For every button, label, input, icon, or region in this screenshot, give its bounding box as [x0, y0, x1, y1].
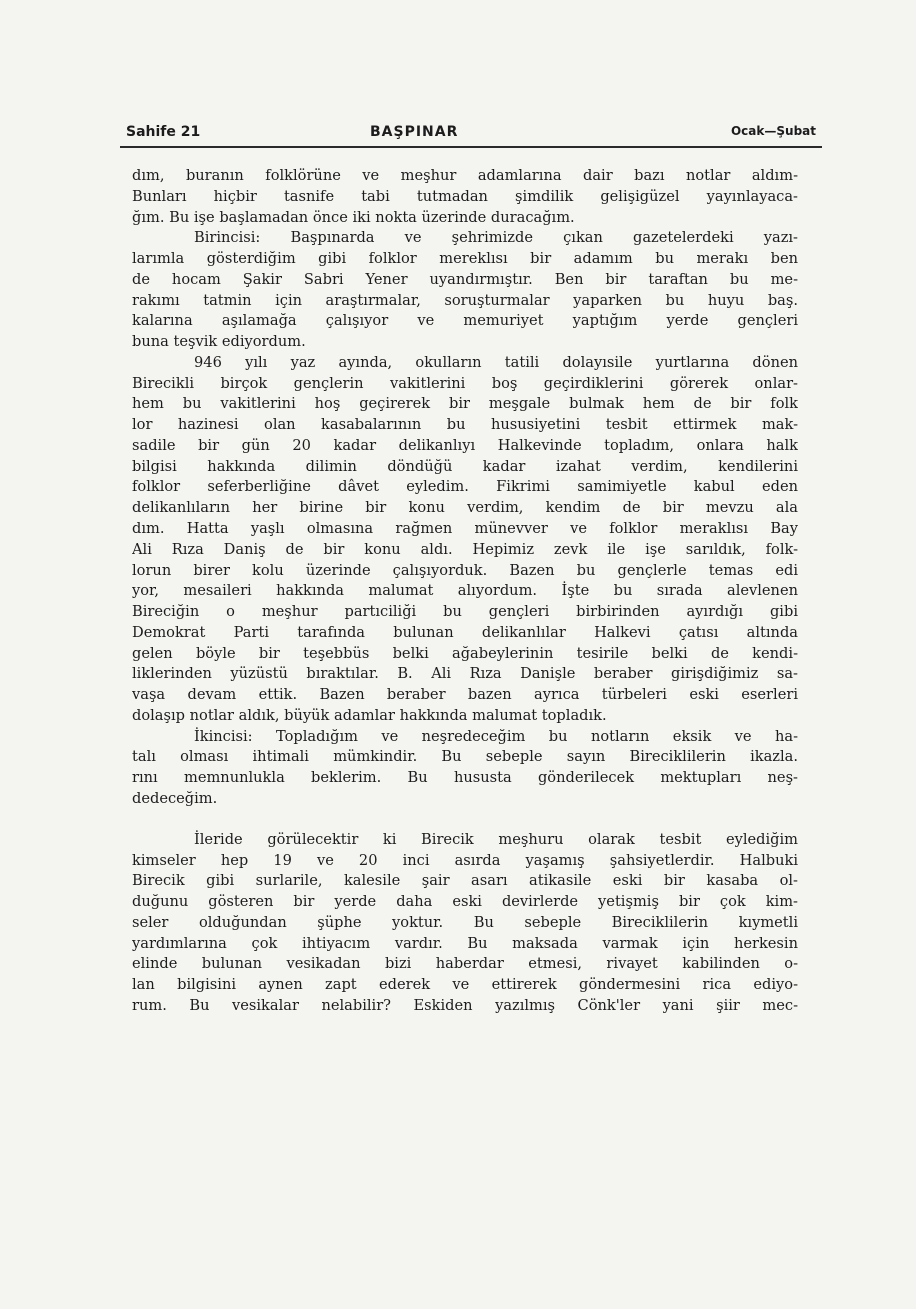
- text-line: sadile bir gün 20 kadar delikanlıyı Halkevinde topladım, onlara halk: [132, 436, 798, 454]
- text-line: elinde bulunan vesikadan bizi haberdar etmesi, rivayet kabilinden o-: [132, 955, 798, 973]
- text-line: kimseler hep 19 ve 20 inci asırda yaşamış şahsiyetlerdir. Halbuki: [132, 851, 798, 869]
- text-line: dolaşıp notlar aldık, büyük adamlar hakkında malumat topladık.: [132, 706, 607, 724]
- text-line: rum. Bu vesikalar nelabilir? Eskiden yazılmış Cönk'ler yani şiir mec-: [132, 996, 798, 1014]
- text-line: vaşa devam ettik. Bazen beraber bazen ayrıca türbeleri eski eserleri: [132, 686, 798, 704]
- text-line: dım. Hatta yaşlı olmasına rağmen münevver ve folklor meraklısı Bay: [132, 520, 798, 538]
- text-line: İleride görülecektir ki Birecik meşhuru olarak tesbit eylediğim: [194, 830, 798, 848]
- text-line: de hocam Şakir Sabri Yener uyandırmıştır. Ben bir taraftan bu me-: [132, 270, 798, 288]
- text-line: bilgisi hakkında dilimin döndüğü kadar izahat verdim, kendilerini: [132, 457, 798, 475]
- text-line: dedeceğim.: [132, 789, 218, 807]
- text-line: rakımı tatmin için araştırmalar, soruşturmalar yaparken bu huyu baş.: [132, 291, 798, 309]
- header-rule: [120, 146, 822, 148]
- paragraph-gap: [132, 810, 798, 830]
- text-line: folklor seferberliğine dâvet eyledim. Fikrimi samimiyetle kabul eden: [132, 478, 798, 496]
- article-body: [132, 166, 798, 1017]
- text-line: seler olduğundan şüphe yoktur. Bu sebeple Bireciklilerin kıymetli: [132, 913, 798, 931]
- text-line: lor hazinesi olan kasabalarının bu hususiyetini tesbit ettirmek mak-: [132, 416, 798, 434]
- text-line: dım, buranın folklörüne ve meşhur adamlarına dair bazı notlar aldım-: [132, 167, 798, 184]
- issue-date: Ocak—Şubat: [730, 124, 816, 138]
- text-line: Birecikli birçok gençlerin vakitlerini boş geçirdiklerini görerek onlar-: [132, 374, 798, 392]
- publication-title: BAŞPINAR: [370, 124, 459, 140]
- text-line: duğunu gösteren bir yerde daha eski devirlerde yetişmiş bir çok kim-: [132, 893, 798, 911]
- text-line: Birecik gibi surlarile, kalesile şair asarı atikasile eski bir kasaba ol-: [132, 872, 798, 890]
- text-line: kalarına aşılamağa çalışıyor ve memuriyet yaptığım yerde gençleri: [132, 312, 798, 330]
- text-line: yardımlarına çok ihtiyacım vardır. Bu maksada varmak için herkesin: [132, 934, 798, 952]
- text-line: ğım. Bu işe başlamadan önce iki nokta üzerinde duracağım.: [132, 208, 575, 226]
- page-header: [120, 118, 822, 146]
- text-line: talı olması ihtimali mümkindir. Bu sebeple sayın Bireciklilerin ikazla.: [132, 748, 798, 766]
- text-line: lorun birer kolu üzerinde çalışıyorduk. Bazen bu gençlerle temas edi: [132, 561, 798, 579]
- text-line: Birincisi: Başpınarda ve şehrimizde çıkan gazetelerdeki yazı-: [194, 229, 798, 247]
- text-line: delikanlıların her birine bir konu verdim, kendim de bir mevzu ala: [132, 499, 798, 517]
- text-line: gelen böyle bir teşebbüs belki ağabeylerinin tesirile belki de kendi-: [132, 644, 798, 662]
- text-line: hem bu vakitlerini hoş geçirerek bir meşgale bulmak hem de bir folk: [132, 395, 798, 413]
- text-line: İkincisi: Topladığım ve neşredeceğim bu notların eksik ve ha-: [194, 727, 798, 745]
- text-line: Bunları hiçbir tasnife tabi tutmadan şimdilik gelişigüzel yayınlayaca-: [132, 187, 798, 205]
- page-number-label: Sahife 21: [126, 124, 201, 140]
- text-line: liklerinden yüzüstü bıraktılar. B. Ali Rıza Danişle beraber girişdiğimiz sa-: [132, 665, 798, 683]
- text-line: buna teşvik ediyordum.: [132, 333, 306, 351]
- text-line: Bireciğin o meşhur partıciliği bu gençleri birbirinden ayırdığı gibi: [132, 603, 798, 621]
- text-line: lan bilgisini aynen zapt ederek ve ettirerek göndermesini rica ediyo-: [132, 976, 798, 994]
- text-line: Ali Rıza Daniş de bir konu aldı. Hepimiz zevk ile işe sarıldık, folk-: [132, 540, 798, 558]
- text-line: rını memnunlukla beklerim. Bu hususta gönderilecek mektupları neş-: [132, 769, 798, 787]
- text-line: yor, mesaileri hakkında malumat alıyordum. İşte bu sırada alevlenen: [132, 582, 798, 600]
- text-line: Demokrat Parti tarafında bulunan delikanlılar Halkevi çatısı altında: [132, 623, 798, 641]
- text-line: larımla gösterdiğim gibi folklor mereklısı bir adamım bu merakı ben: [132, 250, 798, 268]
- text-line: 946 yılı yaz ayında, okulların tatili dolayısile yurtlarına dönen: [194, 353, 798, 371]
